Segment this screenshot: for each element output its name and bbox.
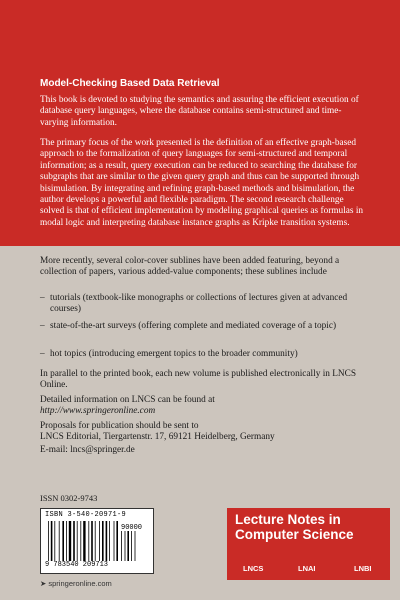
blurb-panel <box>0 0 400 246</box>
email-link[interactable]: lncs@springer.de <box>70 445 135 455</box>
list-item-tutorials: tutorials (textbook-like monographs or collections of lectures given at advanced courses) <box>50 293 348 315</box>
publisher-url-text: springeronline.com <box>48 579 112 588</box>
series-lnai: LNAI <box>298 564 316 573</box>
list-item-surveys: state-of-the-art surveys (offering complete and mediated coverage of a topic) <box>50 321 337 331</box>
list-dash: – <box>40 293 45 303</box>
blurb-paragraph-1: This book is devoted to studying the semantics and assuring the efficient execution of database query languages, where the database contains semi-structured and time-varying information. <box>40 95 359 128</box>
ean-text: 9 783540 209713 <box>45 561 109 569</box>
isbn-text: ISBN 3-540-20971-9 <box>45 511 127 519</box>
book-title: Model-Checking Based Data Retrieval <box>40 78 220 89</box>
list-dash: – <box>40 321 45 331</box>
series-intro: More recently, several color-cover sublines have been added featuring, beyond a collection of papers, various added-value components; these sublines include <box>40 256 340 278</box>
proposals-info <box>40 421 360 444</box>
list-dash: – <box>40 349 45 359</box>
series-lnbi: LNBI <box>354 564 372 573</box>
springer-url-link[interactable]: http://www.springeronline.com <box>40 406 156 417</box>
publisher-url <box>40 579 112 588</box>
series-info-panel <box>0 246 400 600</box>
email-line <box>40 445 135 455</box>
barcode-box <box>40 508 154 574</box>
email-label: E-mail: <box>40 445 68 455</box>
barcode-addon: 90000 <box>121 524 143 532</box>
springer-logo-icon: ➤ <box>40 579 47 588</box>
detail-info <box>40 395 360 418</box>
editorial-address: LNCS Editorial, Tiergartenstr. 17, 69121 Heidelberg, Germany <box>40 432 275 443</box>
proposals-text: Proposals for publication should be sent to <box>40 421 199 431</box>
blurb-paragraph-2: The primary focus of the work presented is the definition of an effective graph-based approach to the formalization of query languages for semi-structured and temporal information; as a result, query execution can be reduced to searching the database for subgraphs that are similar to the given query graph and thus can be supported through bisimulation. By integrating and refining graph-based methods and bisimulation, the author develops a powerful and flexible paradigm. The second research challenge solved is that of efficient implementation by modeling graphical queries as formulas in modal logic and interpreting database instance graphs as Kripke transition systems. <box>40 138 364 228</box>
barcode-bars <box>47 521 147 561</box>
lncs-title: Lecture Notes in Computer Science <box>235 512 354 542</box>
series-lncs: LNCS <box>243 564 264 573</box>
lncs-badge <box>227 508 390 580</box>
list-item-hot-topics: hot topics (introducing emergent topics to the broader community) <box>50 349 298 359</box>
issn: ISSN 0302-9743 <box>40 493 98 503</box>
online-notice: In parallel to the printed book, each new volume is published electronically in LNCS Online. <box>40 369 357 391</box>
detail-text: Detailed information on LNCS can be found at <box>40 395 215 405</box>
series-labels <box>227 564 390 578</box>
